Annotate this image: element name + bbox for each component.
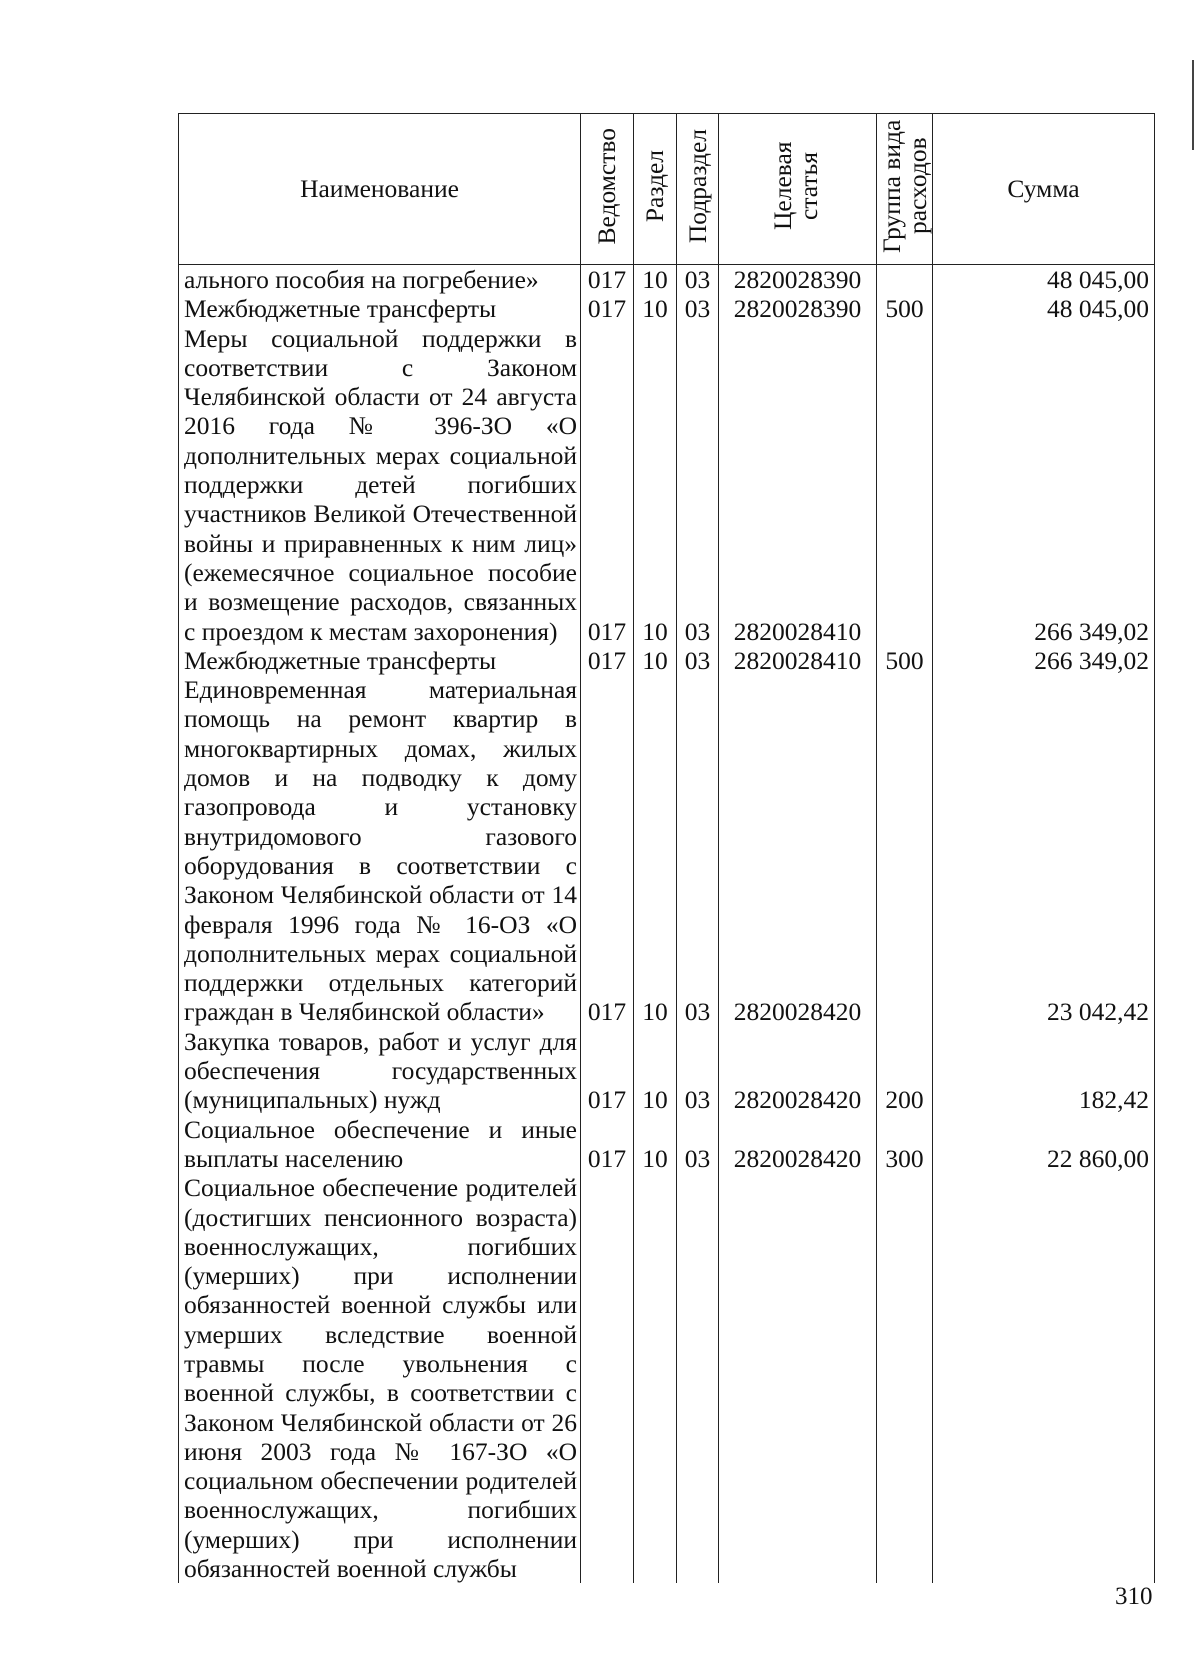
row-target-article-cell: 2820028410 xyxy=(719,324,877,646)
header-department-text: Ведомство xyxy=(592,127,621,245)
table-header xyxy=(179,114,1155,265)
row-subsection-cell: 03 xyxy=(677,265,719,295)
table-row xyxy=(179,294,1155,323)
row-sum-cell: 182,42 xyxy=(933,1027,1155,1115)
row-target-article-cell: 2820028390 xyxy=(719,265,877,295)
header-expense-group xyxy=(877,114,933,265)
row-expense-group-cell: 500 xyxy=(877,646,933,675)
header-subsection xyxy=(677,114,719,265)
row-target-article-cell: 2820028390 xyxy=(719,294,877,323)
row-subsection-cell: 03 xyxy=(677,324,719,646)
row-subsection-cell: 03 xyxy=(677,646,719,675)
page-number: 310 xyxy=(1115,1583,1153,1610)
row-name-cell: ального пособия на погребение» xyxy=(179,265,581,295)
row-section-cell: 10 xyxy=(634,646,677,675)
row-name-cell: Межбюджетные трансферты xyxy=(179,646,581,675)
row-name-cell: Меры социальной поддержки в соответствии с Законом Челябинской области от 24 августа 2016 года № 396-ЗО «О дополнительных мерах социальной поддержки детей погибших участников Великой Отечественной войны и приравненных к ним лиц» (ежемесячное социальное пособие и возмещение расходов, связанных с проездом к местам захоронения) xyxy=(179,324,581,646)
row-subsection-cell: 03 xyxy=(677,294,719,323)
row-target-article-cell: 2820028420 xyxy=(719,675,877,1027)
row-subsection-cell: 03 xyxy=(677,1027,719,1115)
row-sum-cell: 23 042,42 xyxy=(933,675,1155,1027)
row-department-cell xyxy=(581,1173,634,1583)
row-expense-group-cell: 300 xyxy=(877,1115,933,1174)
row-name-cell: Социальное обеспечение родителей (достигших пенсионного возраста) военнослужащих, погибших (умерших) при исполнении обязанностей военной службы или умерших вследствие военной травмы после увольнения с военной службы, в соответствии с Законом Челябинской области от 26 июня 2003 года № 167-ЗО «О социальном обеспечении родителей военнослужащих, погибших (умерших) при исполнении обязанностей военной службы xyxy=(179,1173,581,1583)
row-department-cell: 017 xyxy=(581,646,634,675)
row-name-cell: Социальное обеспечение и иные выплаты населению xyxy=(179,1115,581,1174)
row-section-cell xyxy=(634,1173,677,1583)
header-expense-group-text: Группа вида расходов xyxy=(876,119,932,253)
row-sum-cell: 22 860,00 xyxy=(933,1115,1155,1174)
row-expense-group-cell: 500 xyxy=(877,294,933,323)
row-expense-group-cell xyxy=(877,324,933,646)
row-target-article-cell: 2820028420 xyxy=(719,1027,877,1115)
row-department-cell: 017 xyxy=(581,1027,634,1115)
row-section-cell: 10 xyxy=(634,1115,677,1174)
row-expense-group-cell xyxy=(877,675,933,1027)
table-body xyxy=(179,265,1155,1584)
table-row xyxy=(179,675,1155,1027)
budget-table xyxy=(178,113,1155,1583)
row-name-cell: Закупка товаров, работ и услуг для обеспечения государственных (муниципальных) нужд xyxy=(179,1027,581,1115)
row-section-cell: 10 xyxy=(634,675,677,1027)
row-section-cell: 10 xyxy=(634,294,677,323)
row-sum-cell: 48 045,00 xyxy=(933,265,1155,295)
row-sum-cell: 48 045,00 xyxy=(933,294,1155,323)
header-row xyxy=(179,114,1155,265)
table-row xyxy=(179,265,1155,295)
row-section-cell: 10 xyxy=(634,265,677,295)
row-department-cell: 017 xyxy=(581,294,634,323)
row-target-article-cell: 2820028410 xyxy=(719,646,877,675)
row-expense-group-cell: 200 xyxy=(877,1027,933,1115)
table-row xyxy=(179,646,1155,675)
row-department-cell: 017 xyxy=(581,265,634,295)
row-target-article-cell: 2820028420 xyxy=(719,1115,877,1174)
header-name xyxy=(179,114,581,265)
table-row xyxy=(179,1027,1155,1115)
row-subsection-cell: 03 xyxy=(677,675,719,1027)
header-section xyxy=(634,114,677,265)
header-target-article xyxy=(719,114,877,265)
table-row xyxy=(179,1173,1155,1583)
header-subsection-text: Подраздел xyxy=(682,128,712,243)
row-sum-cell xyxy=(933,1173,1155,1583)
header-sum-text: Сумма xyxy=(1007,174,1080,204)
row-expense-group-cell xyxy=(877,265,933,295)
header-sum xyxy=(933,114,1155,265)
row-name-cell: Межбюджетные трансферты xyxy=(179,294,581,323)
row-section-cell: 10 xyxy=(634,1027,677,1115)
table-row xyxy=(179,1115,1155,1174)
row-name-cell: Единовременная материальная помощь на ремонт квартир в многоквартирных домах, жилых домов и на подводку к дому газопровода и установку внутридомового газового оборудования в соответствии с Законом Челябинской области от 14 февраля 1996 года № 16-ОЗ «О дополнительных мерах социальной поддержки отдельных категорий граждан в Челябинской области» xyxy=(179,675,581,1027)
row-department-cell: 017 xyxy=(581,1115,634,1174)
row-target-article-cell xyxy=(719,1173,877,1583)
row-expense-group-cell xyxy=(877,1173,933,1583)
scan-edge-mark xyxy=(1192,60,1194,150)
header-department xyxy=(581,114,634,265)
row-section-cell: 10 xyxy=(634,324,677,646)
row-sum-cell: 266 349,02 xyxy=(933,324,1155,646)
header-target-article-text: Целевая статья xyxy=(767,141,823,231)
row-subsection-cell: 03 xyxy=(677,1115,719,1174)
header-section-text: Раздел xyxy=(640,149,669,222)
row-subsection-cell xyxy=(677,1173,719,1583)
header-name-text: Наименование xyxy=(300,174,459,204)
row-department-cell: 017 xyxy=(581,675,634,1027)
row-department-cell: 017 xyxy=(581,324,634,646)
table-row xyxy=(179,324,1155,646)
row-sum-cell: 266 349,02 xyxy=(933,646,1155,675)
